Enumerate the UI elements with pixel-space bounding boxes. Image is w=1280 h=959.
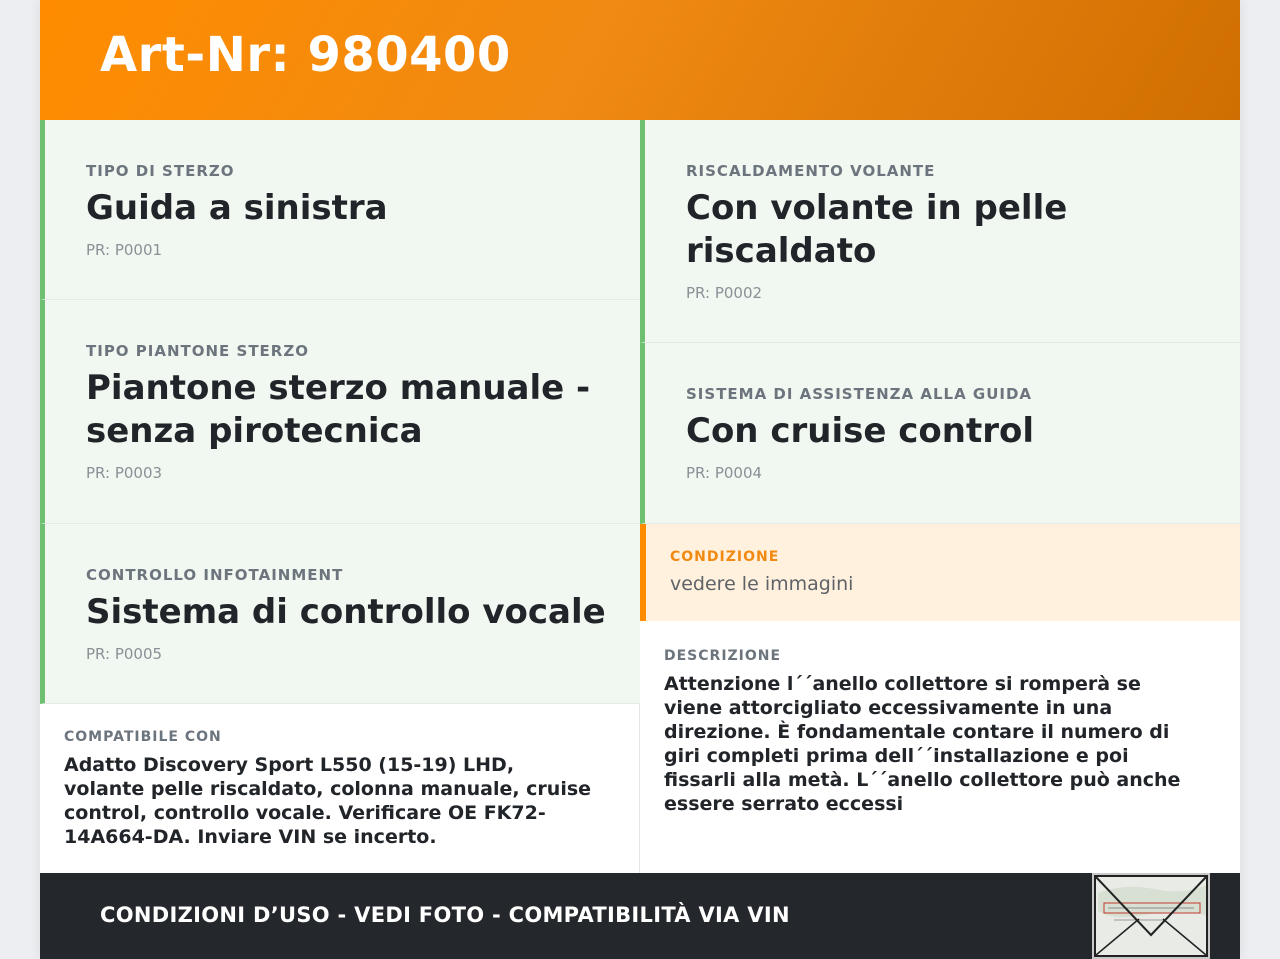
condition-text: vedere le immagini [670, 573, 854, 595]
photo-thumbnail-image [1094, 875, 1208, 957]
article-number-title: Art-Nr: 980400 [100, 27, 511, 83]
spec-pr-code: PR: P0003 [86, 464, 163, 482]
description-section [640, 621, 1240, 873]
spec-pr-code: PR: P0002 [686, 284, 763, 302]
footer-text: CONDIZIONI D’USO - VEDI FOTO - COMPATIBILITÀ VIA VIN [100, 903, 790, 927]
spec-steering-type [40, 120, 640, 300]
spec-value: Con volante in pelle riscaldato [686, 188, 1068, 271]
spec-value: Guida a sinistra [86, 188, 388, 228]
description-label: DESCRIZIONE [664, 648, 782, 664]
footer-bar [40, 873, 1240, 959]
condition-box [640, 524, 1240, 621]
condition-label: CONDIZIONE [670, 549, 780, 565]
spec-label: SISTEMA DI ASSISTENZA ALLA GUIDA [686, 385, 1033, 403]
compatible-text: Adatto Discovery Sport L550 (15-19) LHD, volante pelle riscaldato, colonna manuale, cruise control, controllo vocale. Verificare OE FK72-14A664-DA. Inviare VIN se incerto. [64, 754, 592, 848]
spec-pr-code: PR: P0001 [86, 241, 163, 259]
spec-pr-code: PR: P0005 [86, 645, 163, 663]
spec-value: Con cruise control [686, 411, 1035, 451]
product-card [40, 0, 1240, 959]
compatible-section [40, 704, 639, 873]
spec-steering-heating [640, 120, 1240, 343]
spec-value: Piantone sterzo manuale - senza pirotecnica [86, 368, 591, 451]
description-text: Attenzione l´´anello collettore si romperà se viene attorcigliato eccessivamente in una direzione. È fondamentale contare il numero di giri completi prima dell´´installazione e poi fissarli alla metà. L´´anello collettore può anche essere serrato eccessi [664, 673, 1181, 815]
spec-label: TIPO DI STERZO [86, 162, 235, 180]
spec-driver-assistance [640, 343, 1240, 524]
spec-label: RISCALDAMENTO VOLANTE [686, 162, 936, 180]
spec-infotainment-control [40, 524, 640, 704]
header-banner [40, 0, 1240, 120]
product-photo-thumbnail[interactable] [1092, 873, 1210, 959]
spec-label: CONTROLLO INFOTAINMENT [86, 566, 344, 584]
spec-pr-code: PR: P0004 [686, 464, 763, 482]
spec-steering-column [40, 300, 640, 524]
spec-label: TIPO PIANTONE STERZO [86, 342, 309, 360]
spec-value: Sistema di controllo vocale [86, 592, 606, 632]
compatible-label: COMPATIBILE CON [64, 729, 222, 745]
